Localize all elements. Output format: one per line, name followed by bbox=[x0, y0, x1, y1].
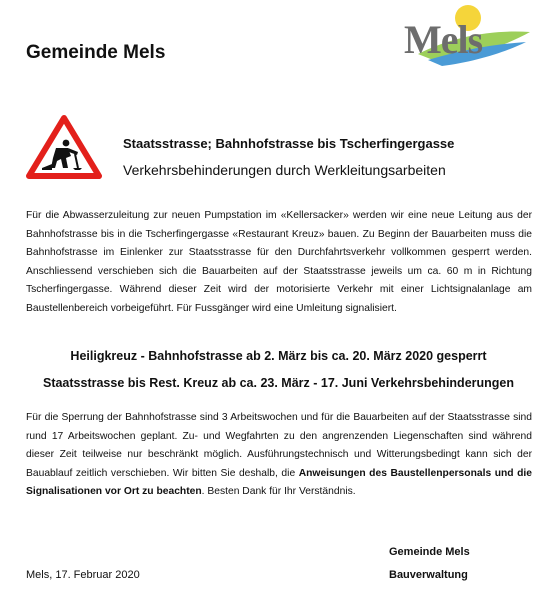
info-paragraph-emphasis: Anweisungen des Baustellenpersonals und die Signalisationen vor Ort zu beachten bbox=[26, 467, 532, 497]
notice-heading: Staatsstrasse; Bahnhofstrasse bis Tscherfingergasse bbox=[123, 136, 455, 151]
roadworks-warning-icon bbox=[26, 114, 102, 180]
notice-subheading: Verkehrsbehinderungen durch Werkleitungsarbeiten bbox=[123, 162, 446, 178]
logo-text: Mels bbox=[404, 17, 483, 62]
info-paragraph-text: Für die Sperrung der Bahnhofstrasse sind 3 Arbeitswochen und für die Bauarbeiten auf der Staatsstrasse sind rund 17 Arbeitswochen geplant. Zu- und Wegfahrten zu den angrenzenden Liegenschaften sind während dieser Zeit teilweise nur beschränkt möglich. Ausführungstechnisch und Witterungsbedingt kann sich der Bauablauf zeitlich verschieben. Wir bitten Sie deshalb, die bbox=[26, 412, 532, 479]
info-paragraph-closing: . Besten Dank für Ihr Verständnis. bbox=[201, 486, 356, 497]
intro-paragraph: Für die Abwasserzuleitung zur neuen Pumpstation im «Kellersacker» werden wir eine neue Leitung aus der Bahnhofstrasse bis in die Tscherfingergasse «Restaurant Kreuz» bauen. Zu Beginn der Bauarbeiten muss die Bahnhofstrasse im Einlenker zur Staatsstrasse für den Durchfahrtsverkehr vollkommen gesperrt werden. Anschliessend verschieben sich die Bauarbeiten auf der Staatsstrasse jeweils um ca. 60 m in Richtung Tscherfingergasse. Während dieser Zeit wird der motorisierte Verkehr mit einer Lichtsignalanlage am Baustellenbereich vorbeigeführt. Für Fussgänger wird eine Umleitung signalisiert. bbox=[26, 210, 532, 314]
mels-logo bbox=[398, 4, 532, 68]
date-line: Mels, 17. Februar 2020 bbox=[26, 569, 140, 581]
info-paragraph bbox=[26, 409, 532, 502]
closure-line-2: Staatsstrasse bis Rest. Kreuz ab ca. 23. März - 17. Juni Verkehrsbehinderungen bbox=[42, 376, 514, 390]
page-title: Gemeinde Mels bbox=[26, 42, 166, 63]
closure-line-1: Heiligkreuz - Bahnhofstrasse ab 2. März bis ca. 20. März 2020 gesperrt bbox=[70, 349, 487, 363]
signature-municipality: Gemeinde Mels bbox=[389, 546, 470, 558]
signature-department: Bauverwaltung bbox=[389, 569, 468, 581]
